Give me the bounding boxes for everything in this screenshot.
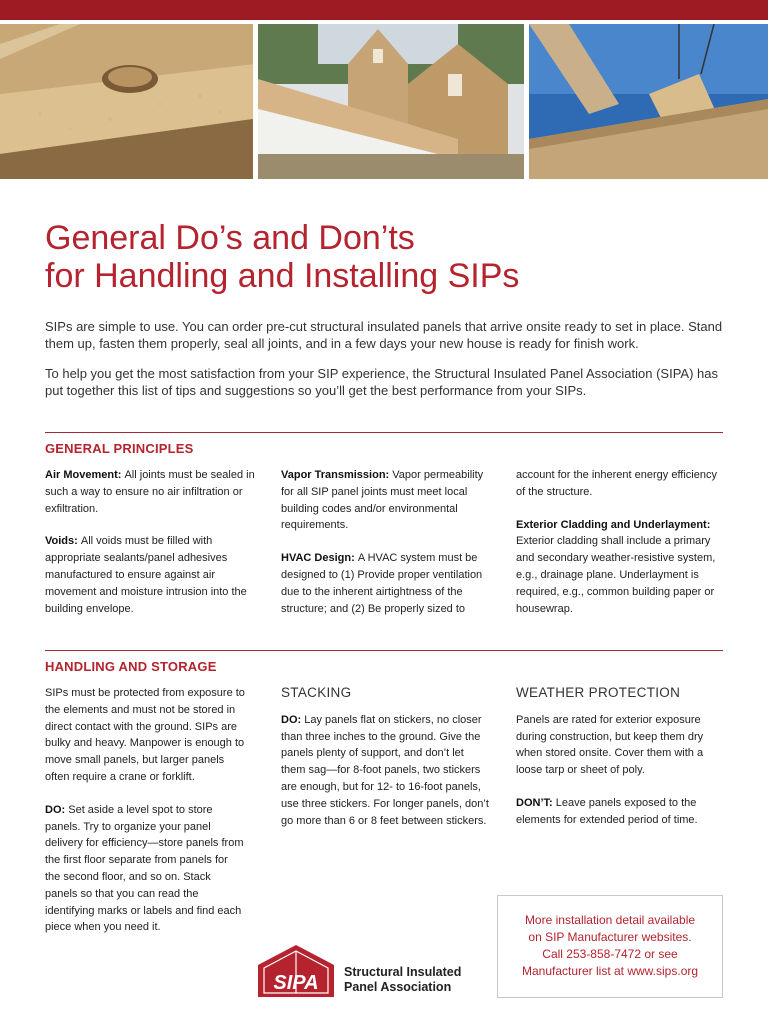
sipa-logo-mark: SIPA xyxy=(273,972,319,994)
sip-panel-closeup-photo xyxy=(0,24,253,179)
intro-paragraph-1: SIPs are simple to use. You can order pre-cut structural insulated panels that arrive onsite ready to set in place. Stand them up, fasten them properly, seal all joints, and in a few days your new house is ready for finish work. xyxy=(45,319,723,351)
general-col-3 xyxy=(516,467,728,633)
exterior-cladding-item xyxy=(516,517,728,618)
callout-line-2: on SIP Manufacturer websites. xyxy=(528,930,692,944)
handling-do-label: DO: xyxy=(45,803,66,816)
callout-line-3: Call 253-858-7472 or see xyxy=(542,947,678,961)
top-color-bar xyxy=(0,0,768,20)
weather-dont-label: DON’T: xyxy=(516,796,553,809)
stacking-heading: STACKING xyxy=(281,685,352,700)
stacking-col xyxy=(281,685,491,845)
handling-col-1 xyxy=(45,685,245,952)
hvac-design-item xyxy=(281,550,493,617)
stacking-do-label: DO: xyxy=(281,713,302,726)
handling-do-text: Set aside a level spot to store panels. Try to organize your panel delivery for efficiency—store panels from the first floor separate from panels for the second floor, and so on. Stack panels so that you can read the identifying marks or labels and find each piece when you need it. xyxy=(45,803,244,934)
general-principles-heading: GENERAL PRINCIPLES xyxy=(45,441,194,456)
weather-protection-text: Panels are rated for exterior exposure during construction, but keep them dry when stored onsite. Cover them with a loose tarp or sheet of poly. xyxy=(516,713,704,777)
hvac-design-label: HVAC Design: xyxy=(281,552,355,565)
sipa-logo-line-2: Panel Association xyxy=(344,980,452,994)
title-line-1: General Do’s and Don’ts xyxy=(45,219,415,257)
air-movement-text: All joints must be sealed in such a way to ensure no air infiltration or exfiltration. xyxy=(45,469,255,515)
weather-dont-item xyxy=(516,795,728,829)
vapor-transmission-text: Vapor permeability for all SIP panel joints must meet local building codes and/or environmental requirements. xyxy=(281,469,484,532)
sipa-logo-line-1: Structural Insulated xyxy=(344,965,462,979)
air-movement-label: Air Movement: xyxy=(45,469,122,481)
exterior-cladding-text: Exterior cladding shall include a primary and secondary weather-resistive system, e.g., drainage plane. Underlayment is required, e.g., common building paper or housewrap. xyxy=(516,535,716,615)
callout-line-4: Manufacturer list at www.sips.org xyxy=(521,964,699,978)
callout-line-1: More installation detail available xyxy=(524,913,696,927)
handling-do-item xyxy=(45,802,245,936)
general-col-2 xyxy=(281,467,493,633)
hvac-design-continued: account for the inherent energy efficiency of the structure. xyxy=(516,469,717,498)
installation-info-callout xyxy=(497,895,723,998)
page-title xyxy=(45,219,745,295)
handling-intro: SIPs must be protected from exposure to the elements and must not be stored in direct contact with the ground. SIPs are bulky and heavy. Manpower is enough to move small panels, but larger panels often require a crane or forklift. xyxy=(45,687,245,783)
vapor-transmission-item xyxy=(281,467,493,534)
vapor-transmission-label: Vapor Transmission: xyxy=(281,469,390,481)
sip-roof-panel-install-photo xyxy=(529,24,768,179)
weather-protection-col xyxy=(516,685,728,845)
sipa-logo-text xyxy=(344,965,461,995)
weather-protection-heading: WEATHER PROTECTION xyxy=(516,685,681,700)
sip-house-construction-photo xyxy=(258,24,524,179)
section-divider-general xyxy=(45,432,723,433)
intro-paragraph-2: To help you get the most satisfaction from your SIP experience, the Structural Insulated Panel Association (SIPA) has put together this list of tips and suggestions so you’ll get the best performance from your SIPs. xyxy=(45,366,718,398)
general-col-1 xyxy=(45,467,255,633)
title-line-2: for Handling and Installing SIPs xyxy=(45,257,520,295)
stacking-do-item xyxy=(281,712,491,830)
voids-label: Voids: xyxy=(45,535,78,548)
handling-storage-heading: HANDLING AND STORAGE xyxy=(45,659,217,674)
hvac-design-text: A HVAC system must be designed to (1) Provide proper ventilation due to the inherent airtightness of the structure; and (2) Be properly sized to xyxy=(281,552,483,615)
voids-text: All voids must be filled with appropriate sealants/panel adhesives manufactured to ensure against air movement and moisture intrusion into the building envelope. xyxy=(45,535,247,615)
sipa-house-logo xyxy=(256,943,336,999)
stacking-do-text: Lay panels flat on stickers, no closer than three inches to the ground. Give the panels plenty of support, and don’t let them sag—for 8-foot panels, two stickers are enough, but for 12- to 16-foot panels, use three stickers. For longer panels, don’t go more than 6 or 8 feet between stickers. xyxy=(281,713,489,827)
voids-item xyxy=(45,533,255,617)
exterior-cladding-label: Exterior Cladding and Underlayment: xyxy=(516,518,711,531)
section-divider-handling xyxy=(45,650,723,651)
weather-dont-text: Leave panels exposed to the elements for extended period of time. xyxy=(516,796,698,826)
air-movement-item xyxy=(45,467,255,517)
